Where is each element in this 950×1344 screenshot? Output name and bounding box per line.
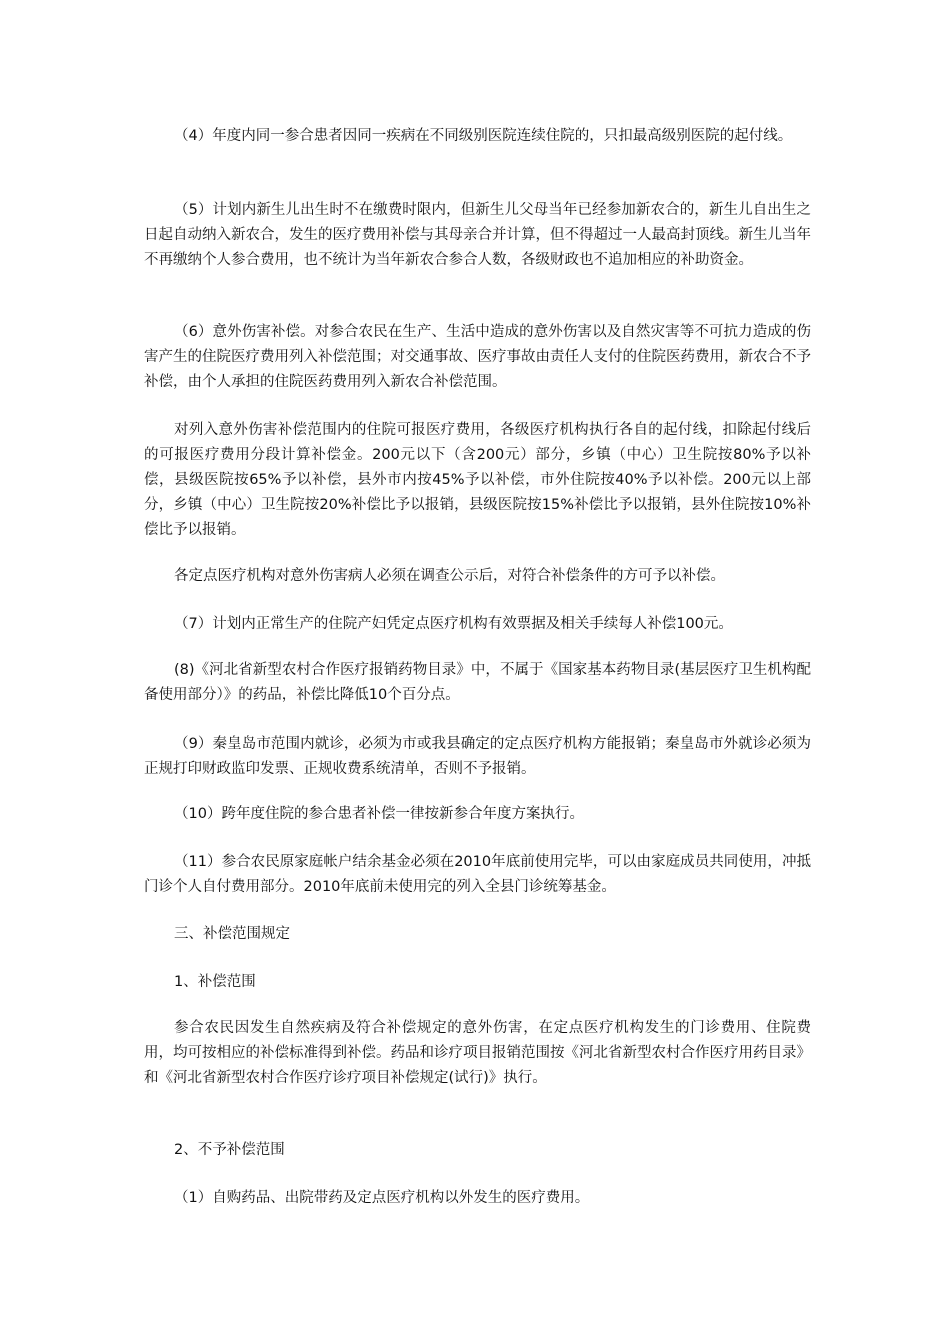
paragraph-accident-publicity: 各定点医疗机构对意外伤害病人必须在调查公示后，对符合补偿条件的方可予以补偿。 [174, 568, 725, 584]
subsection-heading-exclusions: 2、不予补偿范围 [174, 1142, 285, 1158]
paragraph-exclusion-1: （1）自购药品、出院带药及定点医疗机构以外发生的医疗费用。 [174, 1190, 590, 1206]
paragraph-compensation-scope: 参合农民因发生自然疾病及符合补偿规定的意外伤害，在定点医疗机构发生的门诊费用、住院费用，均可按相应的补偿标准得到补偿。药品和诊疗项目报销范围按《河北省新型农村合作医疗用药目录》和《河北省新型农村合作医疗诊疗项目补偿规定(试行)》执行。 [144, 1020, 811, 1086]
paragraph-item-7: （7）计划内正常生产的住院产妇凭定点医疗机构有效票据及相关手续每人补偿100元。 [174, 616, 733, 632]
paragraph-item-10: （10）跨年度住院的参合患者补偿一律按新参合年度方案执行。 [174, 806, 584, 822]
subsection-heading-scope: 1、补偿范围 [174, 974, 256, 990]
paragraph-item-8: (8)《河北省新型农村合作医疗报销药物目录》中，不属于《国家基本药物目录(基层医疗卫生机构配备使用部分）》的药品，补偿比降低10个百分点。 [144, 662, 811, 703]
paragraph-accident-compensation-rates: 对列入意外伤害补偿范围内的住院可报医疗费用，各级医疗机构执行各自的起付线，扣除起付线后的可报医疗费用分段计算补偿金。200元以下（含200元）部分，乡镇（中心）卫生院按80%予以补偿，县级医院按65%予以补偿，县外市内按45%予以补偿，市外住院按40%予以补偿。200元以上部分，乡镇（中心）卫生院按20%补偿比予以报销，县级医院按15%补偿比予以报销，县外住院按10%补偿比予以报销。 [144, 422, 811, 538]
paragraph-item-5: （5）计划内新生儿出生时不在缴费时限内，但新生儿父母当年已经参加新农合的，新生儿自出生之日起自动纳入新农合，发生的医疗费用补偿与其母亲合并计算，但不得超过一人最高封顶线。新生儿当年不再缴纳个人参合费用，也不统计为当年新农合参合人数，各级财政也不追加相应的补助资金。 [144, 202, 811, 268]
paragraph-item-6: （6）意外伤害补偿。对参合农民在生产、生活中造成的意外伤害以及自然灾害等不可抗力造成的伤害产生的住院医疗费用列入补偿范围；对交通事故、医疗事故由责任人支付的住院医药费用，新农合不予补偿，由个人承担的住院医药费用列入新农合补偿范围。 [144, 324, 811, 390]
paragraph-item-9: （9）秦皇岛市范围内就诊，必须为市或我县确定的定点医疗机构方能报销；秦皇岛市外就诊必须为正规打印财政监印发票、正规收费系统清单，否则不予报销。 [144, 736, 811, 777]
paragraph-item-11: （11）参合农民原家庭帐户结余基金必须在2010年底前使用完毕，可以由家庭成员共同使用，冲抵门诊个人自付费用部分。2010年底前未使用完的列入全县门诊统筹基金。 [144, 854, 811, 895]
section-heading: 三、补偿范围规定 [174, 926, 290, 942]
paragraph-item-4: （4）年度内同一参合患者因同一疾病在不同级别医院连续住院的，只扣最高级别医院的起付线。 [174, 128, 793, 144]
